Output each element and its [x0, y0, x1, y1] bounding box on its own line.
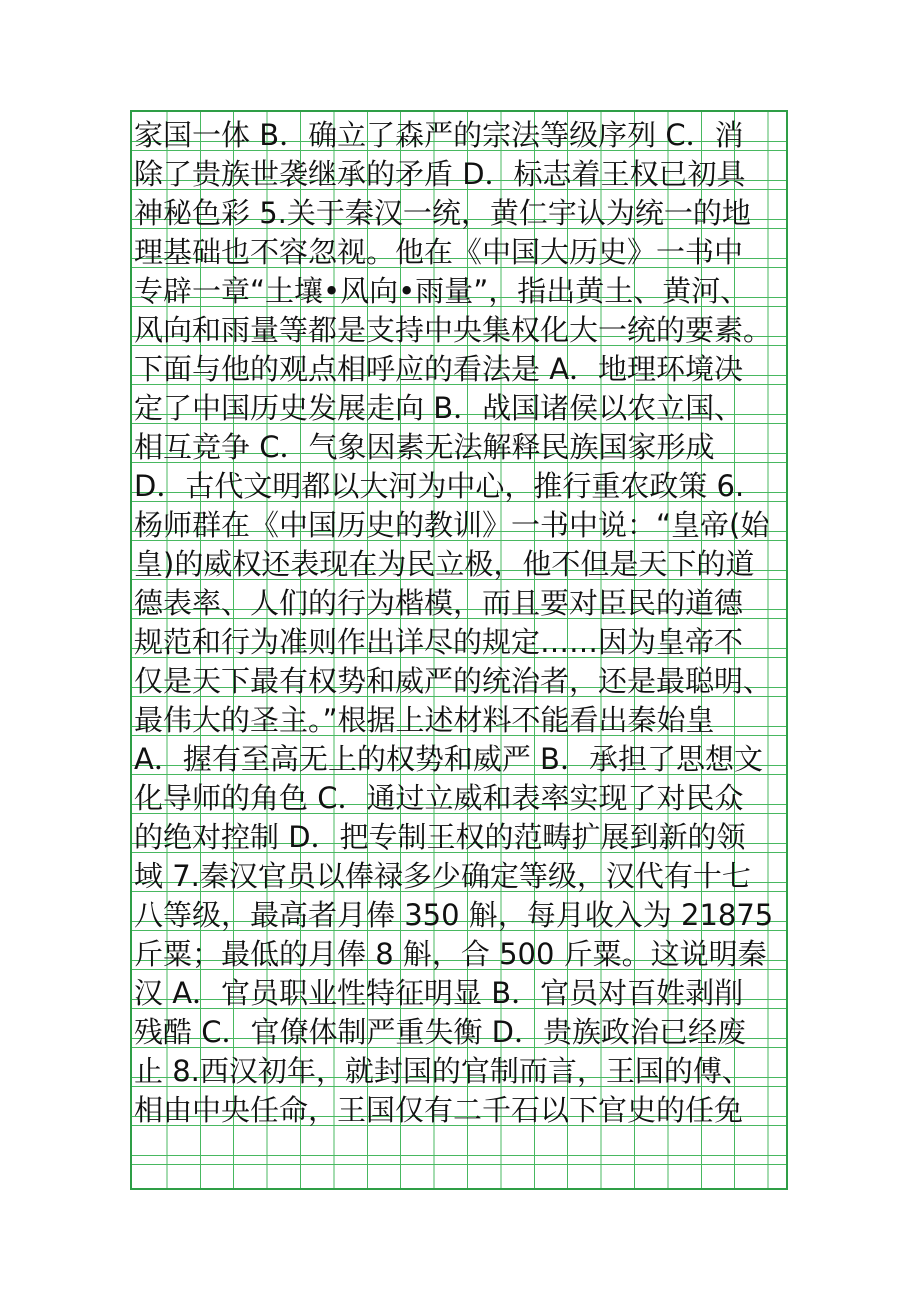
- text-line: 下面与他的观点相呼应的看法是 A．地理环境决: [134, 352, 744, 386]
- text-line: 专辟一章“土壤•风向•雨量”，指出黄土、黄河、: [134, 274, 750, 308]
- text-line: 皇)的威权还表现在为民立极，他不但是天下的道: [134, 547, 755, 581]
- text-line: 风向和雨量等都是支持中央集权化大一统的要素。: [134, 313, 773, 347]
- text-line: 残酷 C．官僚体制严重失衡 D．贵族政治已经废: [134, 1015, 747, 1049]
- text-line: 相互竞争 C．气象因素无法解释民族国家形成: [134, 430, 715, 464]
- text-line: D．古代文明都以大河为中心，推行重农政策 6.: [134, 469, 745, 503]
- text-line: 的绝对控制 D．把专制王权的范畴扩展到新的领: [134, 820, 746, 854]
- text-line: 神秘色彩 5.关于秦汉一统，黄仁宇认为统一的地: [134, 196, 751, 230]
- text-line: 除了贵族世袭继承的矛盾 D．标志着王权已初具: [134, 157, 746, 191]
- text-line: 理基础也不容忽视。他在《中国大历史》一书中: [134, 235, 744, 269]
- text-line: 汉 A．官员职业性特征明显 B．官员对百姓剥削: [134, 976, 744, 1010]
- text-line: 家国一体 B．确立了森严的宗法等级序列 C．消: [134, 118, 744, 152]
- text-line: 仅是天下最有权势和威严的统治者，还是最聪明、: [134, 664, 773, 698]
- text-line: 斤粟；最低的月俸 8 斛，合 500 斤粟。这说明秦: [134, 937, 767, 971]
- text-line: A．握有至高无上的权势和威严 B．承担了思想文: [134, 742, 763, 776]
- text-line: 杨师群在《中国历史的教训》一书中说：“皇帝(始: [134, 508, 770, 542]
- text-line: 相由中央任命，王国仅有二千石以下官史的任免: [134, 1093, 744, 1127]
- document-body: [130, 110, 800, 1190]
- text-line: 规范和行为准则作出详尽的规定……因为皇帝不: [134, 625, 744, 659]
- text-line: 八等级，最高者月俸 350 斛，每月收入为 21875: [134, 898, 774, 932]
- text-line: 定了中国历史发展走向 B．战国诸侯以农立国、: [134, 391, 744, 425]
- text-line: 最伟大的圣主。”根据上述材料不能看出秦始皇: [134, 703, 715, 737]
- text-line: 德表率、人们的行为楷模，而且要对臣民的道德: [134, 586, 744, 620]
- text-line: 化导师的角色 C．通过立威和表率实现了对民众: [134, 781, 744, 815]
- text-line: 域 7.秦汉官员以俸禄多少确定等级，汉代有十七: [134, 859, 751, 893]
- text-line: 止 8.西汉初年，就封国的官制而言，王国的傅、: [134, 1054, 751, 1088]
